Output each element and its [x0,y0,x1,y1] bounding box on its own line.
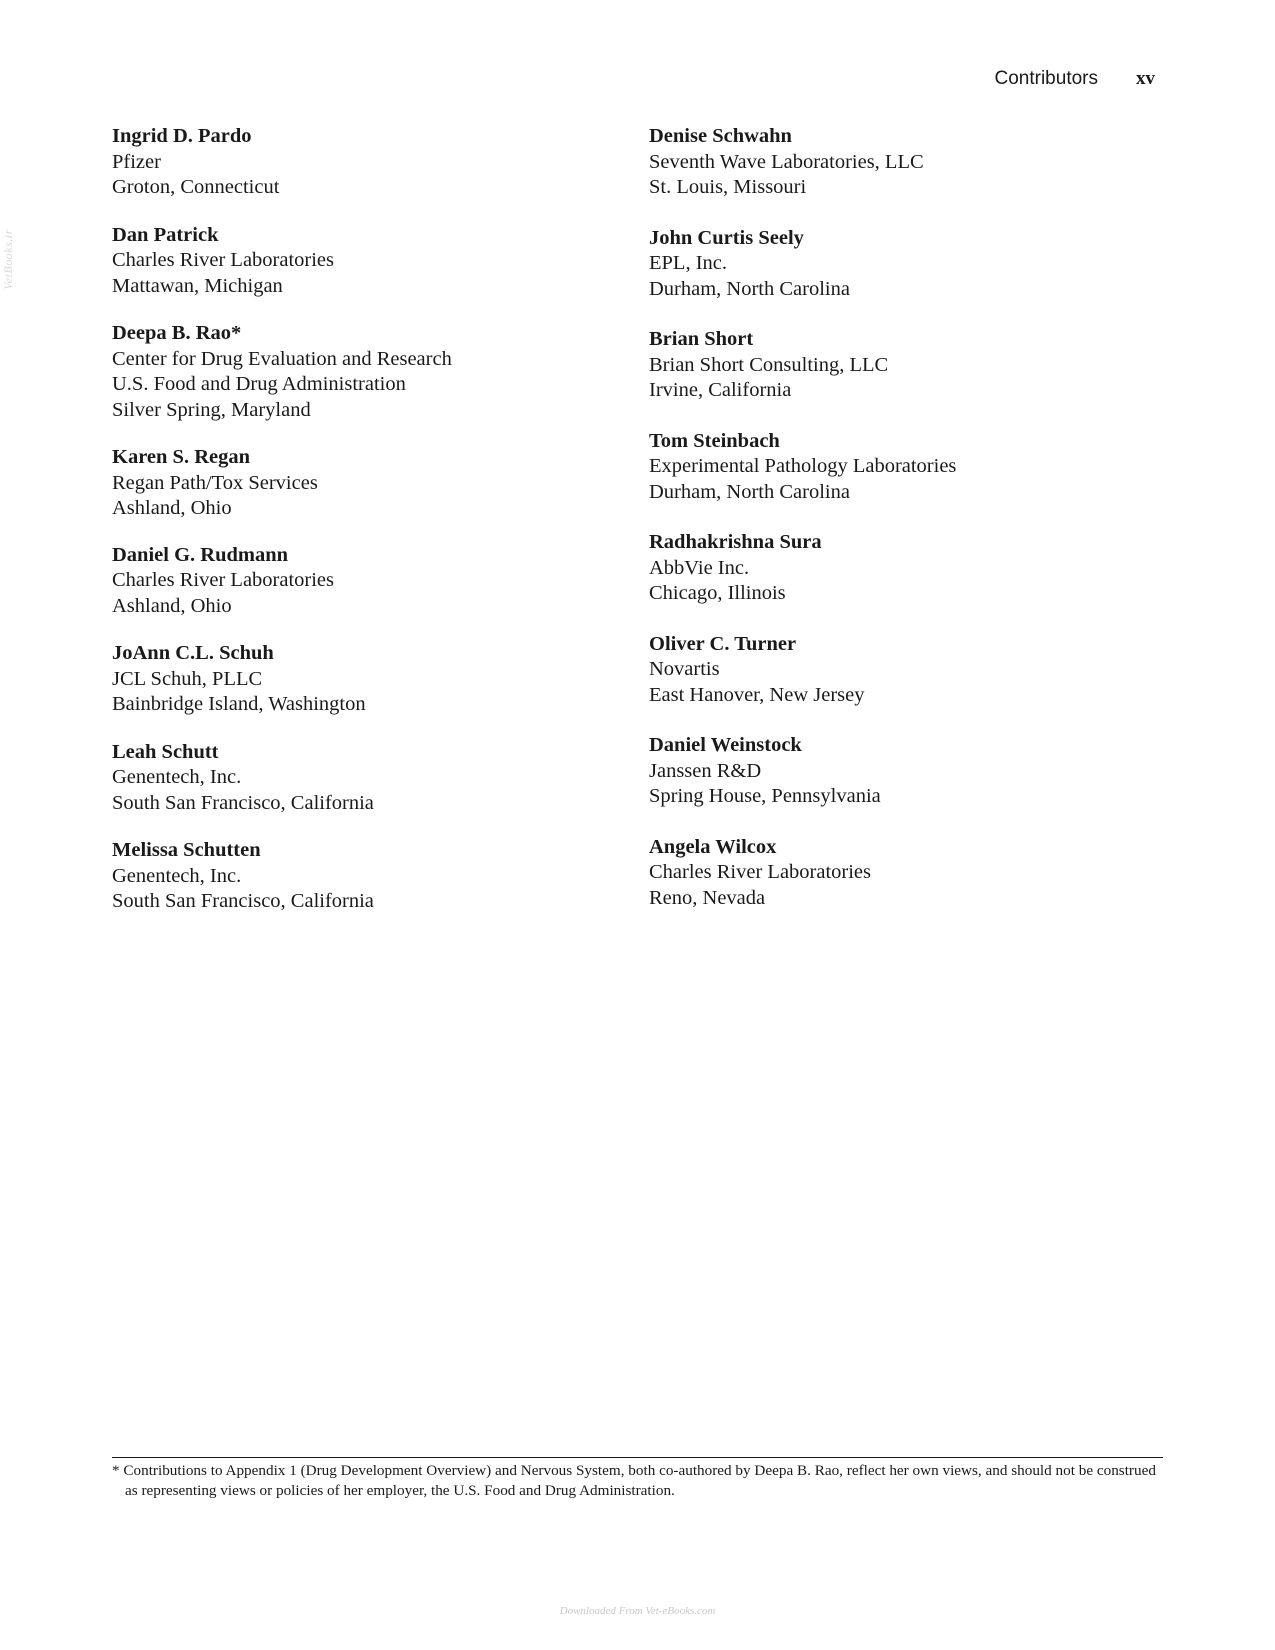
footnote-divider [112,1457,1163,1458]
contributor-entry [112,838,452,915]
contributors-right-column [649,124,956,936]
contributor-location: Ashland, Ohio [112,594,232,617]
contributor-name: John Curtis Seely [649,226,804,249]
contributor-affiliation: U.S. Food and Drug Administration [112,373,406,395]
contributor-affiliation: Charles River Laboratories [112,569,335,591]
contributor-location: Spring House, Pennsylvania [649,785,881,807]
page-number: xv [1136,68,1155,89]
contributor-affiliation: Genentech, Inc. [112,864,242,887]
contributor-entry [649,835,956,912]
contributor-name: Deepa B. Rao* [112,322,242,344]
contributor-location: Durham, North Carolina [649,277,850,300]
contributor-location: Bainbridge Island, Washington [112,693,366,715]
contributor-location: Irvine, California [649,379,792,401]
contributor-name: Ingrid D. Pardo [112,125,252,147]
contributor-entry [112,124,452,201]
contributor-affiliation: Charles River Laboratories [112,249,335,271]
contributor-name: Oliver C. Turner [649,632,797,655]
contributor-affiliation: Genentech, Inc. [112,766,242,788]
contributors-left-column [112,124,452,937]
contributor-location: East Hanover, New Jersey [649,683,865,706]
contributor-location: Chicago, Illinois [649,582,786,604]
contributor-affiliation: AbbVie Inc. [649,556,750,579]
contributor-affiliation: Experimental Pathology Laboratories [649,455,957,477]
contributor-entry [649,733,956,810]
running-header [995,68,1156,90]
contributor-name: Leah Schutt [112,740,219,763]
contributor-name: JoAnn C.L. Schuh [112,642,274,664]
footnote: * Contributions to Appendix 1 (Drug Development Overview) and Nervous System, both co-authored by Deepa B. Rao, reflect her own views, and should not be construed as representing views or policies of her employer, the U.S. Food and Drug Administration. [112,1462,1156,1499]
contributor-location: Ashland, Ohio [112,497,232,519]
contributor-entry [649,124,956,201]
contributor-affiliation: Center for Drug Evaluation and Research [112,347,452,370]
contributor-name: Angela Wilcox [649,835,777,858]
contributor-affiliation: Seventh Wave Laboratories, LLC [649,150,924,173]
running-title: Contributors [994,68,1098,89]
contributor-affiliation: EPL, Inc. [649,252,727,274]
contributor-name: Radhakrishna Sura [649,531,822,553]
bottom-watermark: Downloaded From Vet-eBooks.com [559,1605,716,1617]
contributor-affiliation: Pfizer [112,150,161,173]
contributor-location: Silver Spring, Maryland [112,398,311,421]
contributor-affiliation: Regan Path/Tox Services [112,471,318,494]
contributor-entry [649,530,956,607]
contributor-name: Dan Patrick [112,223,219,246]
contributor-entry [649,632,956,709]
contributor-name: Melissa Schutten [112,839,261,861]
contributor-entry [112,641,452,718]
contributor-location: Mattawan, Michigan [112,274,283,297]
contributor-entry [112,445,452,522]
contributor-affiliation: Janssen R&D [649,759,762,782]
side-watermark: VetBooks.ir [0,229,15,290]
contributor-name: Karen S. Regan [112,446,251,468]
contributor-entry [649,327,956,404]
contributor-affiliation: JCL Schuh, PLLC [112,667,263,690]
contributor-name: Tom Steinbach [649,429,780,452]
contributor-name: Daniel G. Rudmann [112,543,289,566]
contributor-entry [649,226,956,303]
contributor-entry [112,543,452,620]
contributor-name: Daniel Weinstock [649,734,802,756]
contributor-entry [112,740,452,817]
contributor-entry [112,321,452,423]
contributor-affiliation: Novartis [649,658,720,680]
contributor-name: Brian Short [649,328,754,350]
contributor-location: Groton, Connecticut [112,176,280,198]
contributor-location: South San Francisco, California [112,890,374,912]
contributor-location: St. Louis, Missouri [649,176,807,198]
contributor-location: Reno, Nevada [649,886,766,909]
contributor-location: South San Francisco, California [112,791,374,814]
contributor-entry [649,429,956,506]
contributor-entry [112,223,452,300]
contributor-location: Durham, North Carolina [649,480,850,503]
contributor-name: Denise Schwahn [649,125,792,147]
contributor-affiliation: Brian Short Consulting, LLC [649,353,889,376]
contributor-affiliation: Charles River Laboratories [649,861,872,883]
